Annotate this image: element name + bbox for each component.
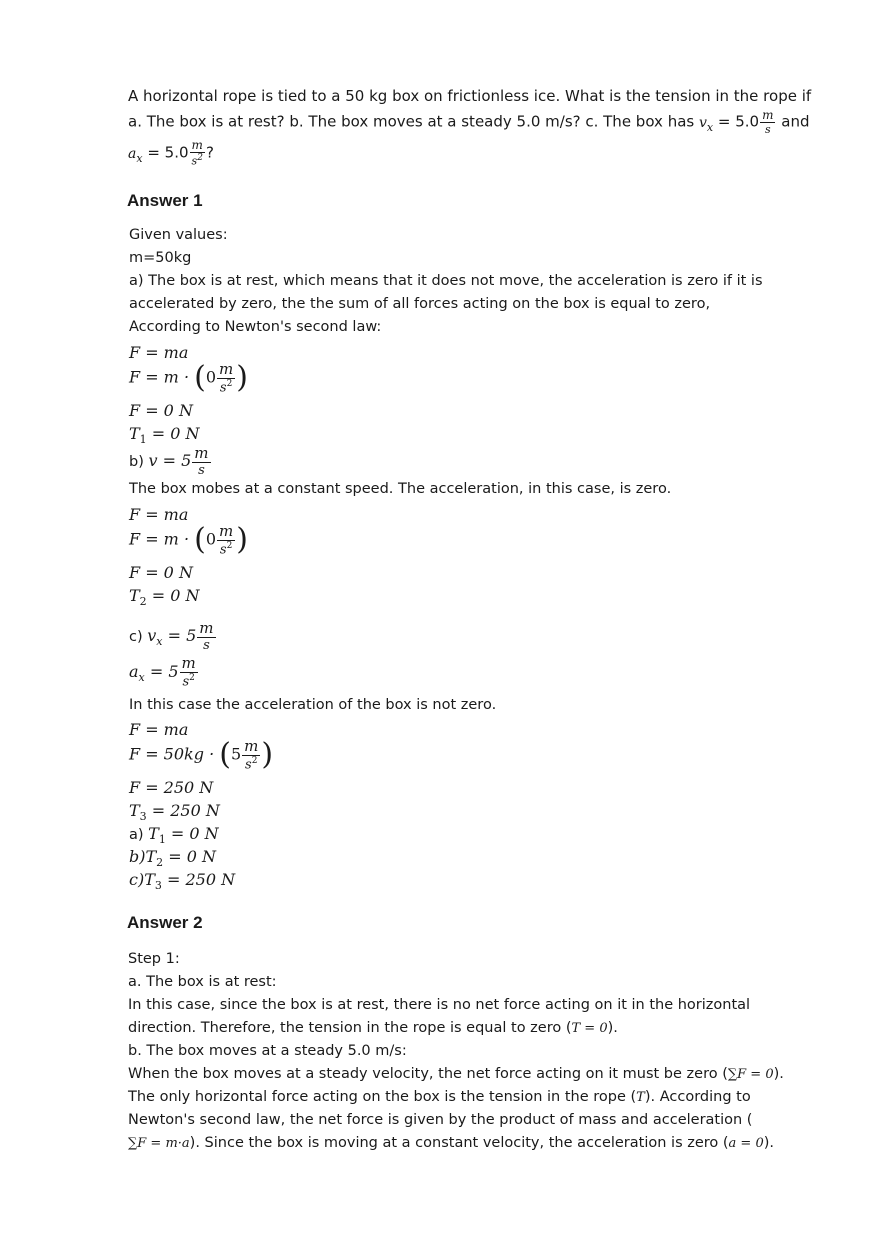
frac-den: s: [192, 462, 210, 477]
ax-symbol: a: [129, 661, 139, 681]
frac-den: s: [197, 637, 215, 652]
eq-lhs: F = 50kg ·: [129, 744, 220, 764]
frac-num: m: [762, 108, 774, 122]
eq-f-50kg: F = 50kg · (5 $\frac{m}{s^2}$ ): [129, 737, 274, 773]
frac-num: m: [194, 444, 209, 462]
fraction-m-s2: [217, 524, 235, 556]
frac-den: $s^2$: [191, 153, 203, 168]
ax-subscript: x: [138, 670, 145, 684]
text: direction. Therefore, the tension in the rope is equal to zero (: [128, 1020, 572, 1036]
eq-t1-zero: [129, 424, 200, 446]
answer2-body: [128, 948, 818, 1155]
and-word: and: [776, 112, 810, 131]
t-subscript: 3: [139, 810, 147, 824]
part-b-line-1: [128, 1063, 818, 1086]
a-explanation-1: a) The box is at rest, which means that it does not move, the acceleration is zero if it is: [129, 273, 763, 289]
frac-num: m: [181, 654, 196, 672]
summary-label: b): [129, 847, 146, 866]
question-text: [128, 84, 828, 170]
fraction-m-s: [197, 621, 215, 652]
fraction-m-s2: [217, 362, 235, 394]
eq-f-ma-3: F = ma: [129, 720, 189, 739]
text: When the box moves at a steady velocity, the net force acting on it must be zero (: [128, 1066, 728, 1082]
den-s: s: [219, 380, 227, 396]
t-symbol: T: [129, 586, 140, 605]
vx-subscript: x: [156, 635, 163, 649]
vx-symbol: v: [147, 626, 157, 645]
step-label: Step 1:: [128, 951, 180, 967]
den-s: s: [191, 154, 198, 168]
answer1-heading: Answer 1: [127, 191, 203, 210]
zero-digit: 0: [205, 367, 217, 387]
t-value: = 250 N: [146, 801, 220, 820]
t-subscript: 1: [158, 833, 166, 847]
fraction-m-s2: [180, 656, 198, 688]
answer2-heading: Answer 2: [127, 913, 203, 932]
frac-den: $s^2$: [217, 540, 235, 556]
t-subscript: 2: [156, 856, 164, 870]
summary-label: a): [129, 827, 149, 843]
frac-num: m: [199, 619, 214, 637]
frac-den: $s^2$: [242, 755, 260, 771]
b-v-eq: v = 5: [148, 451, 192, 470]
t-symbol: T: [145, 847, 157, 866]
zero-digit: 0: [205, 529, 217, 549]
frac-den: s: [760, 122, 775, 135]
summary-c: [129, 870, 235, 892]
t-subscript: 1: [139, 433, 147, 447]
c-label: c): [129, 629, 148, 645]
t-value: = 0 N: [146, 586, 200, 605]
t-symbol: T: [148, 824, 159, 843]
fraction-m-s: [760, 109, 775, 135]
a-explanation-2: accelerated by zero, the the sum of all forces acting on the box is equal to zero,: [129, 296, 711, 312]
math-inline: ∑F = 0: [727, 1067, 774, 1082]
fraction-m-s: [192, 446, 210, 477]
eq-f-zero-2: F = 0 N: [129, 563, 193, 582]
vx-symbol: v: [698, 114, 707, 131]
den-s: s: [182, 674, 190, 690]
text: ).: [763, 1135, 775, 1151]
part-b-line-3: Newton's second law, the net force is given by the product of mass and acceleration (: [128, 1112, 753, 1128]
ax-value: = 5: [144, 661, 179, 681]
text: ). According to: [644, 1089, 751, 1105]
den-s: s: [219, 542, 227, 558]
t-symbol: T: [144, 870, 155, 889]
text: ).: [607, 1020, 618, 1036]
eq-f-zero-1: F = 0 N: [129, 401, 193, 420]
text: The only horizontal force acting on the box is the tension in the rope (: [128, 1089, 637, 1105]
eq-f-m-zero-1: F = m · (0 $\frac{m}{s^2}$ ): [129, 360, 248, 396]
t-symbol: T: [129, 424, 140, 443]
part-b-line-2: [128, 1086, 818, 1109]
c-explanation: In this case the acceleration of the box is not zero.: [129, 697, 497, 713]
summary-a: [129, 824, 219, 846]
frac-den: $s^2$: [180, 672, 198, 688]
frac-num: m: [244, 737, 259, 755]
part-a-line-2: [128, 1017, 818, 1040]
b-velocity: [129, 446, 212, 477]
a-explanation-3: According to Newton's second law:: [129, 319, 382, 335]
eq-f-m-zero-2: F = m · (0 $\frac{m}{s^2}$ ): [129, 522, 248, 558]
part-b-line-4: [128, 1132, 818, 1155]
part-b-title: b. The box moves at a steady 5.0 m/s:: [128, 1043, 407, 1059]
eq-t3-250: [129, 801, 220, 823]
c-velocity: [129, 621, 217, 652]
den-s: s: [245, 757, 252, 773]
c-acceleration: [129, 656, 199, 688]
vx-value: = 5.0: [713, 112, 760, 131]
vx-value: = 5: [162, 626, 197, 645]
part-a-line-1: In this case, since the box is at rest, there is no net force acting on it in the horizontal: [128, 997, 751, 1013]
math-inline: ∑F = m·a: [128, 1136, 190, 1151]
frac-den: $s^2$: [217, 378, 235, 394]
eq-t2-zero: [129, 586, 200, 608]
question-mark: ?: [205, 143, 214, 162]
mass-value: m=50kg: [129, 250, 192, 266]
t-value: = 0 N: [165, 824, 219, 843]
math-inline: T: [636, 1090, 645, 1105]
given-values-label: Given values:: [129, 227, 228, 243]
text: ). Since the box is moving at a constant velocity, the acceleration is zero (: [189, 1135, 729, 1151]
summary-b: [129, 847, 216, 869]
math-inline: a = 0: [728, 1136, 764, 1151]
question-body: A horizontal rope is tied to a 50 kg box on frictionless ice. What is the tension in the rope if a. The box is at rest? b. The box moves at a steady 5.0 m/s? c. The box has: [128, 87, 812, 131]
vx-subscript: x: [706, 120, 714, 134]
t-subscript: 2: [139, 595, 147, 609]
ax-symbol: a: [128, 145, 137, 162]
five-digit: 5: [230, 744, 242, 764]
math-inline: T = 0: [571, 1021, 608, 1036]
b-label: b): [129, 454, 149, 470]
t-value: = 0 N: [163, 847, 216, 866]
ax-subscript: x: [136, 151, 143, 165]
part-a-title: a. The box is at rest:: [128, 974, 277, 990]
fraction-m-s2: [190, 139, 205, 167]
ax-value: = 5.0: [142, 143, 189, 162]
t-value: = 250 N: [161, 870, 236, 889]
eq-f-ma-1: F = ma: [129, 343, 189, 362]
summary-label: c): [129, 870, 145, 889]
t-symbol: T: [129, 801, 140, 820]
eq-f-ma-2: F = ma: [129, 505, 189, 524]
t-subscript: 3: [154, 879, 162, 893]
frac-num: m: [219, 522, 234, 540]
b-explanation: The box mobes at a constant speed. The acceleration, in this case, is zero.: [129, 481, 672, 497]
eq-lhs: F = m ·: [129, 367, 195, 387]
t-value: = 0 N: [146, 424, 200, 443]
frac-num: m: [191, 138, 203, 153]
eq-f-250: F = 250 N: [129, 778, 214, 797]
text: ).: [773, 1066, 784, 1082]
frac-num: m: [219, 360, 234, 378]
fraction-m-s2: [242, 739, 260, 771]
eq-lhs: F = m ·: [129, 529, 195, 549]
